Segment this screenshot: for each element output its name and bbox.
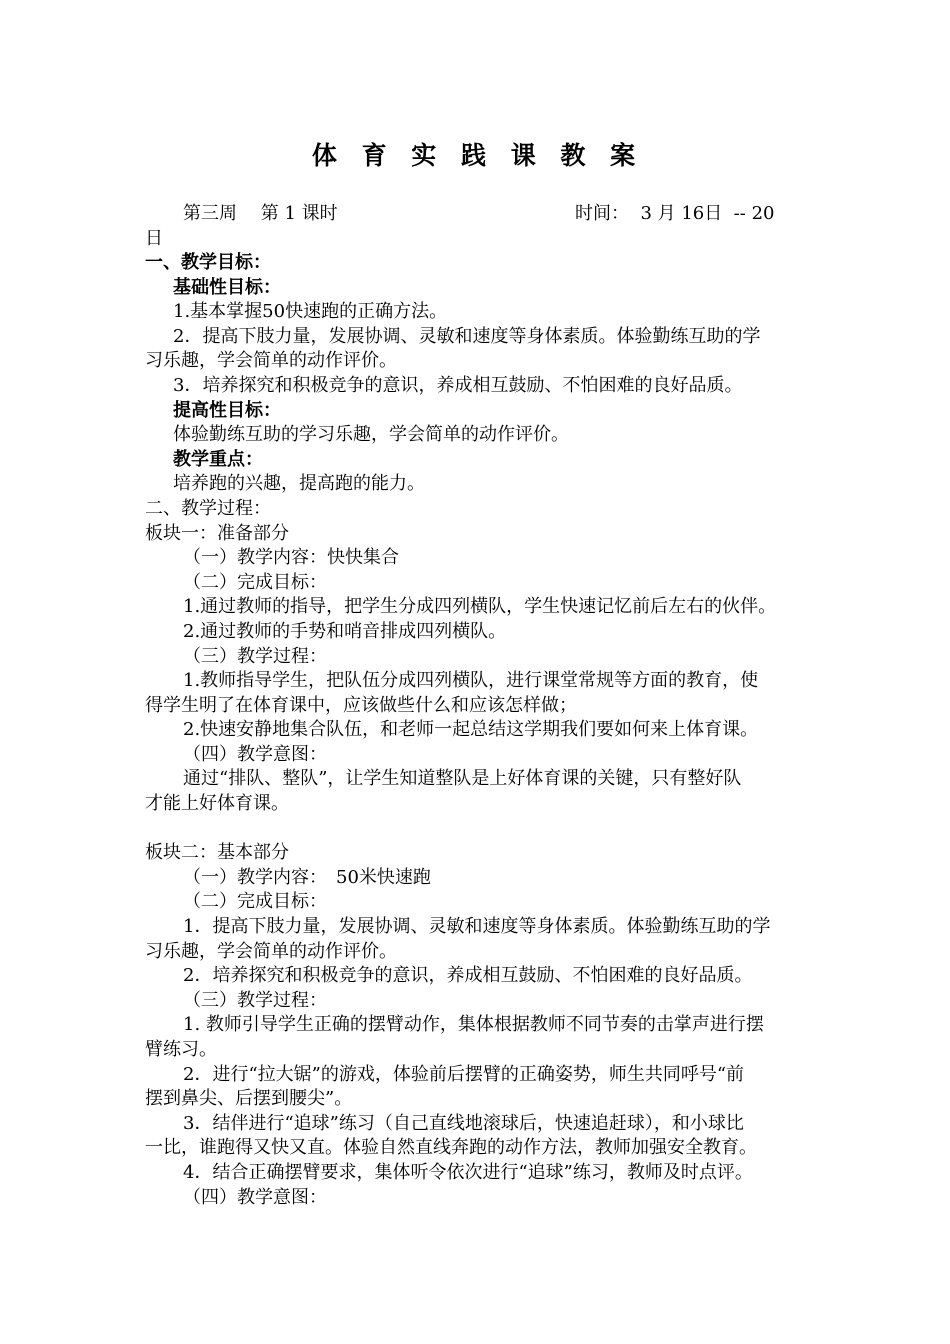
block1-process-heading: （三）教学过程： xyxy=(183,645,327,667)
process-heading: 二、教学过程： xyxy=(145,497,271,519)
block2-process-3: 3．结伴进行“追球”练习（自己直线地滚球后，快速追赶球），和小球比 xyxy=(183,1112,744,1134)
block1-content: （一）教学内容：快快集合 xyxy=(183,547,399,569)
block2-goal-1-cont: 习乐趣，学会简单的动作评价。 xyxy=(145,940,397,962)
key-points-text: 培养跑的兴趣，提高跑的能力。 xyxy=(173,473,425,495)
block2-process-3-cont: 一比，谁跑得又快又直。体验自然直线奔跑的动作方法，教师加强安全教育。 xyxy=(145,1137,757,1159)
key-points-heading: 教学重点： xyxy=(173,448,263,470)
basic-objective-1: 1.基本掌握50快速跑的正确方法。 xyxy=(173,301,448,323)
block2-goal-1: 1．提高下肢力量，发展协调、灵敏和速度等身体素质。体验勤练互助的学 xyxy=(183,916,771,938)
basic-objective-2: 2．提高下肢力量，发展协调、灵敏和速度等身体素质。体验勤练互助的学 xyxy=(173,325,761,347)
block1-goal-heading: （二）完成目标： xyxy=(183,571,327,593)
block2-process-1-cont: 臂练习。 xyxy=(145,1039,217,1060)
basic-objective-2-cont: 习乐趣，学会简单的动作评价。 xyxy=(145,350,397,372)
block1-goal-1: 1.通过教师的指导，把学生分成四列横队，学生快速记忆前后左右的伙伴。 xyxy=(183,596,777,618)
block2-process-4: 4．结合正确摆臂要求，集体听令依次进行“追球”练习，教师及时点评。 xyxy=(183,1161,753,1183)
block1-process-1: 1.教师指导学生，把队伍分成四列横队，进行课堂常规等方面的教育，使 xyxy=(183,670,759,692)
basic-objective-3: 3．培养探究和积极竞争的意识，养成相互鼓励、不怕困难的良好品质。 xyxy=(173,374,743,396)
lesson-body xyxy=(145,251,810,1210)
block2-intent-heading: （四）教学意图： xyxy=(183,1186,327,1208)
block1-process-1-cont: 得学生明了在体育课中，应该做些什么和应该怎样做； xyxy=(145,694,577,716)
week-lesson: 第三周 第 1 课时 xyxy=(183,203,338,224)
block1-intent-heading: （四）教学意图： xyxy=(183,743,327,765)
block2-content: （一）教学内容： 50米快速跑 xyxy=(183,866,431,888)
block1-intent-cont: 才能上好体育课。 xyxy=(145,793,289,815)
block1-intent: 通过“排队、整队”，让学生知道整队是上好体育课的关键，只有整好队 xyxy=(183,768,742,790)
block1-heading: 板块一：准备部分 xyxy=(145,522,289,544)
lesson-time-wrap: 日 xyxy=(145,228,163,249)
block2-goal-2: 2．培养探究和积极竞争的意识，养成相互鼓励、不怕困难的良好品质。 xyxy=(183,965,753,987)
block2-process-2: 2．进行“拉大锯”的游戏，体验前后摆臂的正确姿势，师生共同呼号“前 xyxy=(183,1063,745,1085)
block2-process-heading: （三）教学过程： xyxy=(183,989,327,1011)
objectives-heading: 一、教学目标： xyxy=(145,252,271,273)
block1-goal-2: 2.通过教师的手势和哨音排成四列横队。 xyxy=(183,620,507,642)
page-title: 体 育 实 践 课 教 案 xyxy=(311,141,644,170)
advanced-objective-text: 体验勤练互助的学习乐趣，学会简单的动作评价。 xyxy=(173,424,569,446)
block2-goal-heading: （二）完成目标： xyxy=(183,891,327,913)
lesson-time: 时间： 3 月 16日 -- 20 xyxy=(575,203,775,224)
basic-objectives-heading: 基础性目标： xyxy=(173,276,281,298)
block1-process-2: 2.快速安静地集合队伍，和老师一起总结这学期我们要如何来上体育课。 xyxy=(183,719,759,741)
block2-heading: 板块二：基本部分 xyxy=(145,842,289,864)
advanced-objectives-heading: 提高性目标： xyxy=(173,399,281,421)
block2-process-1: 1. 教师引导学生正确的摆臂动作，集体根据教师不同节奏的击掌声进行摆 xyxy=(183,1014,764,1036)
block2-process-2-cont: 摆到鼻尖、后摆到腰尖”。 xyxy=(145,1088,353,1110)
